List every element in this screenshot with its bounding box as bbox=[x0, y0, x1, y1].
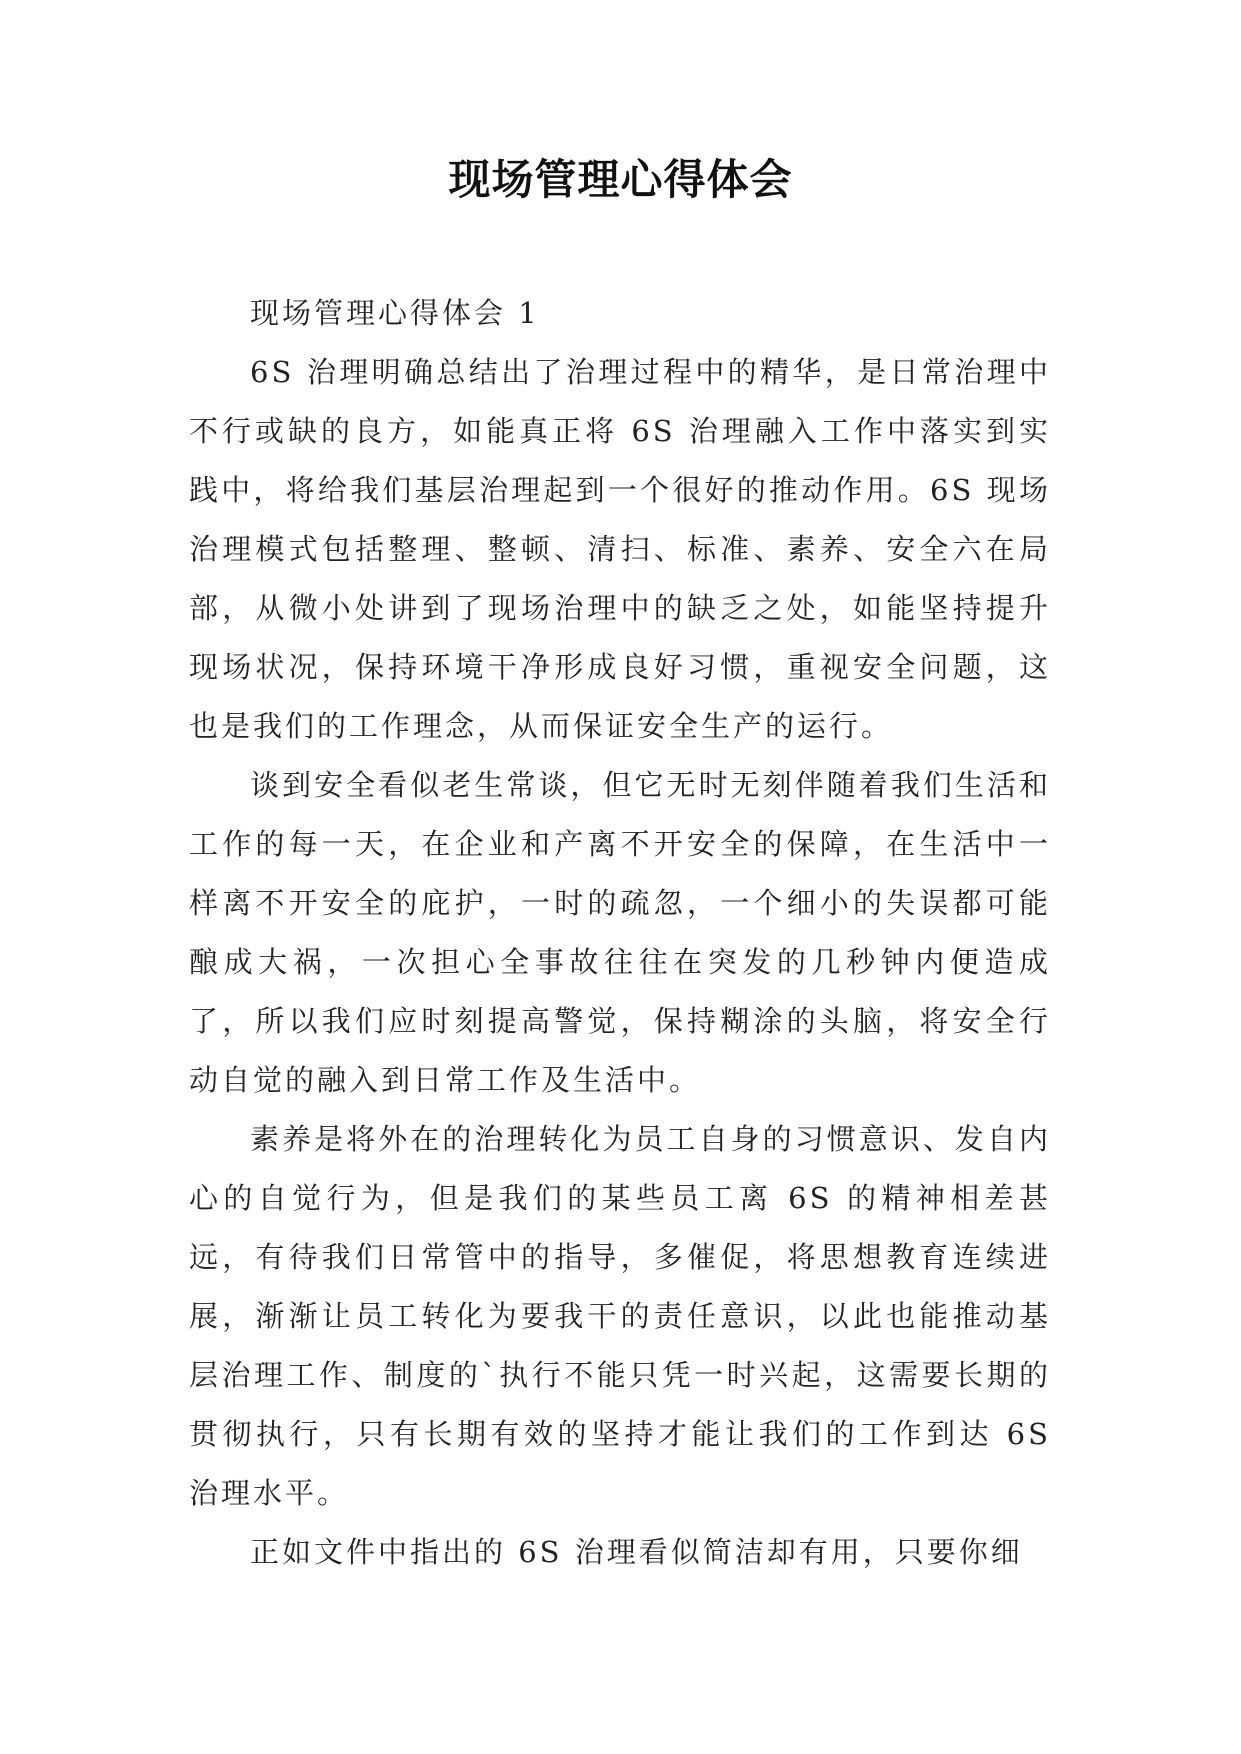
document-body bbox=[189, 284, 1051, 1582]
paragraph: 谈到安全看似老生常谈，但它无时无刻伴随着我们生活和工作的每一天，在企业和产离不开安全的保障，在生活中一样离不开安全的庇护，一时的疏忽，一个细小的失误都可能酿成大祸，一次担心全事故往往在突发的几秒钟内便造成了，所以我们应时刻提高警觉，保持糊涂的头脑，将安全行动自觉的融入到日常工作及生活中。 bbox=[189, 768, 1051, 1097]
paragraph: 素养是将外在的治理转化为员工自身的习惯意识、发自内心的自觉行为，但是我们的某些员工离 6S 的精神相差甚远，有待我们日常管中的指导，多催促，将思想教育连续进展，渐渐让员工转化为要我干的责任意识，以此也能推动基层治理工作、制度的`执行不能只凭一时兴起，这需要长期的贯彻执行，只有长期有效的坚持才能让我们的工作到达 6S 治理水平。 bbox=[189, 1122, 1051, 1510]
section-heading: 现场管理心得体会 1 bbox=[250, 296, 540, 330]
document-title: 现场管理心得体会 bbox=[448, 155, 793, 204]
paragraph: 正如文件中指出的 6S 治理看似简洁却有用，只要你细 bbox=[250, 1535, 1023, 1569]
paragraph: 6S 治理明确总结出了治理过程中的精华，是日常治理中不行或缺的良方，如能真正将 6S 治理融入工作中落实到实践中，将给我们基层治理起到一个很好的推动作用。6S 现场治理模式包括整理、整顿、清扫、标准、素养、安全六在局部，从微小处讲到了现场治理中的缺乏之处，如能坚持提升现场状况，保持环境干净形成良好习惯，重视安全问题，这也是我们的工作理念，从而保证安全生产的运行。 bbox=[189, 355, 1051, 743]
